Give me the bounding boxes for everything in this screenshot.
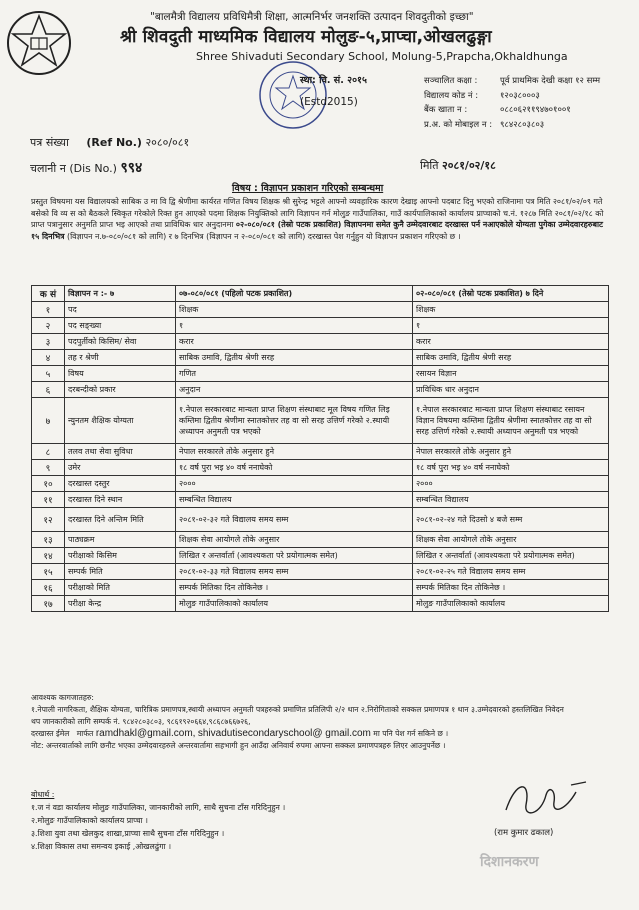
table-cell: १.नेपाल सरकारबाट मान्यता प्राप्त शिक्षण संस्थाबाट रसायन विज्ञान विषयमा कम्तिमा द्वितीय श्रेणीमा स्नातकोत्तर तह वा सो सरह उत्तिर्ण गरेको २.स्थायी अध्यापन अनुमती पत्र भएको — [413, 398, 609, 444]
date-value: २०८१/०२/१८ — [442, 159, 496, 172]
table-row — [32, 382, 609, 398]
table-cell: ६ — [32, 382, 65, 398]
email-prefix: दरखास्त ईमेल — [31, 729, 70, 738]
table-cell: शिक्षक सेवा आयोगले तोके अनुसार — [176, 532, 413, 548]
table-cell: परीक्षाको मिति — [65, 580, 176, 596]
bank-label: बैंक खाता न : — [424, 105, 468, 115]
table-header-cell: क सं — [32, 286, 65, 302]
table-cell: १० — [32, 476, 65, 492]
vacancy-table — [31, 285, 609, 612]
school-name-nepali: श्री शिवदुती माध्यमिक विद्यालय मोलुङ-५,प्राप्चा,ओखलढुङ्गा — [120, 27, 492, 47]
annex-title: आवश्यक कागजातहरु: — [31, 693, 94, 702]
body-paragraph — [31, 196, 609, 242]
date-label: मिति — [420, 159, 439, 172]
table-cell: १ — [176, 318, 413, 334]
table-cell: शिक्षक — [176, 302, 413, 318]
table-cell: दरखास्त दस्तुर — [65, 476, 176, 492]
table-cell: ५ — [32, 366, 65, 382]
body-text-1: प्रस्तुत विषयमा यस विद्यालयको साबिक उ मा वि द्वि श्रेणीमा कार्यरत गणित विषय शिक्षक श्री सुरेन्द्र भट्टले आफ्नो व्यवहारिक कारण देखाइ आफ्नो पदबाट दिनु भएको राजिनामा पत्र मिति २०८१/०२/०९ गते बसेको वि व्य स को बैठकले स्विकृत गरेकोले रिक्त हुन आएको पदमा शिक्षक नियुक्तिको लागि विज्ञापन गर्न मोलुङ गाउँपालिका, गाउँ कार्यपालिकाको कार्यालय प्राप्चाको च.नं. १२८७ मिति २०८१/०२/१८ को प्राप्त पत्रानुसार अनुमति प्राप्त भइ आएको तथा प्राविधिक धार अनुदानमा — [31, 197, 604, 230]
table-row — [32, 532, 609, 548]
table-header-cell: ०२-०८०/०८१ (तेस्रो पटक प्रकाशित) ७ दिने — [413, 286, 609, 302]
school-logo-icon — [6, 10, 72, 76]
school-code-label: विद्यालय कोड नं : — [424, 90, 479, 101]
table-cell: ४ — [32, 350, 65, 366]
table-row — [32, 398, 609, 444]
table-row — [32, 508, 609, 532]
table-row — [32, 580, 609, 596]
cc-list — [31, 788, 285, 853]
table-cell: १६ — [32, 580, 65, 596]
table-cell: न्युनतम शैक्षिक योग्यता — [65, 398, 176, 444]
school-meta — [424, 74, 600, 132]
table-cell: साबिक उमावि, द्वितीय श्रेणी सरह — [176, 350, 413, 366]
table-cell: तलव तथा सेवा सुविधा — [65, 444, 176, 460]
table-cell: विषय — [65, 366, 176, 382]
table-cell: १७ — [32, 596, 65, 612]
table-cell: दरखास्त दिने स्थान — [65, 492, 176, 508]
table-header-cell: ०७-०८०/०८१ (पहिलो पटक प्रकाशित) — [176, 286, 413, 302]
table-cell: ११ — [32, 492, 65, 508]
ref-value: २०८०/०८१ — [145, 136, 190, 149]
table-cell: २०८१-०२-३३ गते विद्यालय समय सम्म — [176, 564, 413, 580]
email-link-1[interactable]: ramdhakl@gmail.com, — [95, 728, 196, 739]
table-cell: २००० — [176, 476, 413, 492]
table-cell: २०८१-०२-३२ गते विद्यालय समय सम्म — [176, 508, 413, 532]
annex-note: नोट: अन्तरवार्ताको लागि छनौट भएका उम्मेदवारहरुले अन्तरवार्तामा सहभागी हुन आउँदा अनिवार्य रुपमा आफ्ना सक्कल प्रमाणपत्रहरु लिएर आउनुपर्नेछ । — [31, 741, 446, 750]
table-cell: तह र श्रेणी — [65, 350, 176, 366]
table-cell: १ — [32, 302, 65, 318]
table-cell: ३ — [32, 334, 65, 350]
ref-label: पत्र संख्या — [30, 136, 69, 149]
table-cell: शिक्षक — [413, 302, 609, 318]
email-link-2[interactable]: shivadutisecondaryschool@ gmail.com — [197, 728, 371, 739]
cc-item: ४.शिक्षा विकास तथा समन्वय इकाई ,ओखलढुंगा । — [31, 842, 172, 851]
table-cell: दरखास्त दिने अन्तिम मिति — [65, 508, 176, 532]
table-cell: सम्बन्धित विद्यालय — [176, 492, 413, 508]
table-row — [32, 476, 609, 492]
table-header-row — [32, 286, 609, 302]
table-cell: पद सङ्ख्या — [65, 318, 176, 334]
table-cell: २००० — [413, 476, 609, 492]
table-cell: १३ — [32, 532, 65, 548]
school-seal-icon — [256, 58, 330, 132]
table-cell: ७ — [32, 398, 65, 444]
table-row — [32, 302, 609, 318]
table-row — [32, 460, 609, 476]
school-name-english: Shree Shivaduti Secondary School, Molung-5,Prapcha,Okhaldhunga — [196, 50, 568, 63]
required-documents — [31, 692, 609, 752]
dis-value: ९९४ — [120, 160, 143, 176]
annex-email-line — [31, 728, 609, 740]
signature-icon — [486, 770, 606, 830]
table-cell: १५ — [32, 564, 65, 580]
table-cell: मोलुङ गाउँपालिकाको कार्यालय — [176, 596, 413, 612]
table-cell: करार — [413, 334, 609, 350]
table-cell: रसायन विज्ञान — [413, 366, 609, 382]
table-cell: सम्पर्क मितिका दिन तोकिनेछ । — [176, 580, 413, 596]
table-cell: १.नेपाल सरकारबाट मान्यता प्राप्त शिक्षण संस्थाबाट मूल विषय गणित लिइ कम्तिमा द्वितीय श्रेणीमा स्नातकोत्तर तह वा सो सरह उत्तिर्ण गरेको २.स्थायी अध्यापन अनुमती पत्र भएको — [176, 398, 413, 444]
table-row — [32, 350, 609, 366]
table-cell: नेपाल सरकारले तोके अनुसार हुने — [413, 444, 609, 460]
table-cell: अनुदान — [176, 382, 413, 398]
established-date: स्था: वि. सं. २०१५ — [300, 75, 367, 86]
letter-date — [420, 158, 496, 173]
table-cell: सम्पर्क मितिका दिन तोकिनेछ । — [413, 580, 609, 596]
table-cell: पदपुर्तीको किसिम/ सेवा — [65, 334, 176, 350]
table-cell: २०८१-०२-२४ गते दिउसो ४ बजे सम्म — [413, 508, 609, 532]
table-cell: शिक्षक सेवा आयोगले तोके अनुसार — [413, 532, 609, 548]
table-cell: ९ — [32, 460, 65, 476]
table-row — [32, 492, 609, 508]
table-cell: परीक्षा केन्द्र — [65, 596, 176, 612]
table-cell: २०८१-०२-२५ गते विद्यालय समय सम्म — [413, 564, 609, 580]
reference-number — [30, 135, 189, 150]
established-en: (Estd2015) — [300, 96, 358, 108]
table-row — [32, 596, 609, 612]
grades-value: पूर्व प्राथमिक देखी कक्षा १२ सम्म — [500, 76, 601, 86]
email-suffix: मा पनि पेश गर्न सकिने छ । — [373, 729, 449, 738]
table-cell: सम्पर्क मिति — [65, 564, 176, 580]
table-row — [32, 548, 609, 564]
grades-label: सञ्चालित कक्षा : — [424, 76, 478, 86]
table-cell: लिखित र अन्तर्वार्ता (आवश्यकता परे प्रयोगात्मक समेत) — [176, 548, 413, 564]
school-code-value: १२०३८०००३ — [500, 90, 540, 101]
table-cell: गणित — [176, 366, 413, 382]
table-cell: मोलुङ गाउँपालिकाको कार्यालय — [413, 596, 609, 612]
table-cell: नेपाल सरकारले तोके अनुसार हुने — [176, 444, 413, 460]
cc-title: बोधार्थ : — [31, 790, 55, 799]
table-cell: पद — [65, 302, 176, 318]
email-mid: मार्फत — [76, 729, 94, 738]
cc-item: २.मोलुङ गाउँपालिकाको कार्यालय प्राप्चा । — [31, 816, 148, 825]
school-motto: "बालमैत्री विद्यालय प्रविधिमैत्री शिक्षा, आत्मनिर्भर जनशक्ति उत्पादन शिवदुतीको इच्छा" — [150, 11, 474, 23]
table-cell: २ — [32, 318, 65, 334]
table-header-cell: विज्ञापन न :- ७ — [65, 286, 176, 302]
table-cell: साबिक उमावि, द्वितीय श्रेणी सरह — [413, 350, 609, 366]
table-row — [32, 318, 609, 334]
bottom-stamp: दिशानकरण — [480, 854, 539, 870]
phone-value: ९८४२८०३८०३ — [500, 119, 545, 130]
phone-label: प्र.अ. को मोबाइल न : — [424, 119, 493, 130]
table-row — [32, 564, 609, 580]
cc-item: १.ज नं वडा कार्यालय मोलुङ गाउँपालिका, जानकारीको लागि, साथै सुचना टाँस गरिदिनुहुन । — [31, 803, 286, 812]
body-text-bold: ०२-०८०/०८१ (तेस्रो पटक प्रकाशित) विज्ञापनमा समेत कुनै उम्मेदवारबाट दरखास्त पर्न नआएकोले योग्यता पुगेका उम्मेदवारहरुबाट १५ दिनभित्र — [31, 220, 603, 241]
dis-label: चलानी न (Dis No.) — [30, 162, 117, 175]
ref-en: (Ref No.) — [86, 136, 142, 149]
table-cell: ८ — [32, 444, 65, 460]
dispatch-number — [30, 158, 142, 177]
table-cell: सम्बन्धित विद्यालय — [413, 492, 609, 508]
table-cell: १ — [413, 318, 609, 334]
table-cell: १८ वर्ष पुरा भइ ४० वर्ष ननाघेको — [413, 460, 609, 476]
bank-value: ०८८०६२११९४७०१००१ — [500, 105, 571, 115]
cc-item: ३.शिशा युवा तथा खेलकुद शाखा,प्राप्चा साथै सुचना टाँस गरिदिनुहुन । — [31, 829, 225, 838]
signatory-name: (राम कुमार ढकाल) — [494, 828, 554, 838]
table-cell: १८ वर्ष पुरा भइ ४० वर्ष ननाघेको — [176, 460, 413, 476]
table-cell: १२ — [32, 508, 65, 532]
table-row — [32, 334, 609, 350]
body-text-2: (विज्ञापन न.७-०८०/०८१ को लागि) र ७ दिनभित्र (विज्ञापन न २-०८०/०८१ को लागि) दरखास्त पेश गर्नुहुन यो विज्ञापन प्रकाशन गरिएको छ । — [67, 231, 461, 241]
table-row — [32, 366, 609, 382]
table-cell: उमेर — [65, 460, 176, 476]
table-cell: दरबन्दीको प्रकार — [65, 382, 176, 398]
table-cell: १४ — [32, 548, 65, 564]
table-cell: करार — [176, 334, 413, 350]
table-cell: परीक्षाको किसिम — [65, 548, 176, 564]
annex-line-2: थप जानकारीको लागि सम्पर्क नं. ९८४२८०३८०३, ९८६१९२०६६४,९८६८७६६७२६, — [31, 717, 251, 726]
table-row — [32, 444, 609, 460]
subject-line: विषय : विज्ञापन प्रकाशन गरिएको सम्बन्धमा — [232, 183, 384, 194]
annex-line-1: १.नेपाली नागरिकता, शैक्षिक योग्यता, चारित्रिक प्रमाणपत्र,स्थायी अध्यापन अनुमती पत्रहरुको प्रमाणित प्रतिलिपी २/२ थान २.निरोगिताको सक्कल प्रमाणपत्र १ थान ३.उम्मेदवारको हस्तलिखित निवेदन — [31, 705, 564, 714]
table-cell: प्राविधिक धार अनुदान — [413, 382, 609, 398]
table-cell: पाठ्यक्रम — [65, 532, 176, 548]
table-cell: लिखित र अन्तर्वार्ता (आवश्यकता परे प्रयोगात्मक समेत) — [413, 548, 609, 564]
